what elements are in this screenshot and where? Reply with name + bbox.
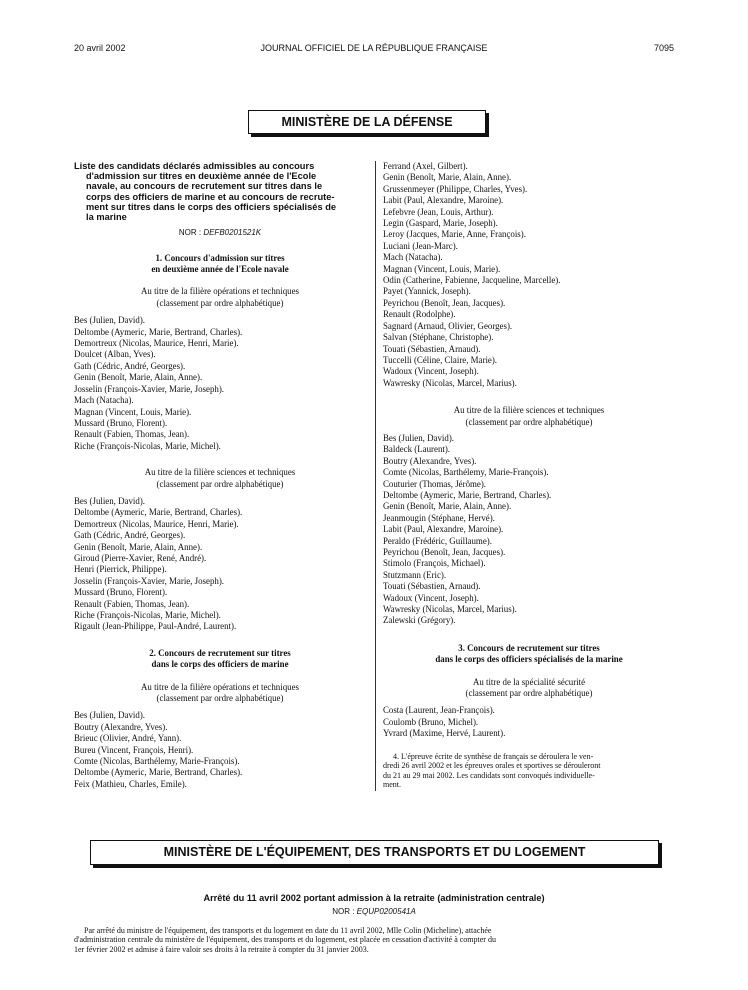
candidate-name: Renault (Fabien, Thomas, Jean). [74,429,190,440]
candidate-name: Bes (Julien, David). [383,432,454,443]
candidate-name: Baldeck (Laurent). [383,444,451,455]
candidate-name: Demortreux (Nicolas, Maurice, Henri, Marie). [74,518,239,529]
candidate-name: Genin (Benoît, Marie, Alain, Anne). [383,501,512,512]
ministry-defense-title: MINISTÈRE DE LA DÉFENSE [281,115,453,129]
candidate-name: Deltombe (Aymeric, Marie, Bertrand, Charles). [74,507,243,518]
candidate-name: Bes (Julien, David). [74,315,145,326]
doc2-nor: NOR : EQUP0200541A [332,907,416,916]
candidate-name: Deltombe (Aymeric, Marie, Bertrand, Charles). [74,767,243,778]
candidate-name: Boutry (Alexandre, Yves). [383,455,477,466]
candidate-name: Gath (Cédric, André, Georges). [74,360,186,371]
section-2b-subtitle: Au titre de la filière sciences et techniques (classement par ordre alphabétique) [453,405,605,427]
candidate-name: Sagnard (Arnaud, Olivier, Georges). [383,320,513,331]
candidate-name: Mach (Natacha). [74,395,134,406]
candidate-name: Coulomb (Bruno, Michel). [383,716,479,727]
candidate-name: Comte (Nicolas, Barthélemy, Marie-François). [74,756,240,767]
journal-title: JOURNAL OFFICIEL DE LA RÉPUBLIQUE FRANÇAISE [260,43,488,53]
section-2b-list [383,433,675,627]
candidate-name: Gath (Cédric, André, Georges). [74,530,186,541]
candidate-name: Labit (Paul, Alexandre, Maroine). [383,524,504,535]
candidate-name: Touati (Sébastien, Arnaud). [383,343,481,354]
candidate-name: Rigault (Jean-Philippe, Paul-André, Laurent). [74,621,237,632]
candidate-name: Bureu (Vincent, François, Henri). [74,744,194,755]
ministry-defense-box [248,110,486,134]
candidate-name: Salvan (Stéphane, Christophe). [383,332,494,343]
candidate-name: Mussard (Bruno, Florent). [74,587,168,598]
candidate-name: Luciani (Jean-Marc). [383,240,458,251]
section-4-paragraph: 4. L'épreuve écrite de synthèse de français se déroulera le ven- dredi 26 avril 2002 et les épreuves orales et sportives se dérouleront du 21 au 29 mai 2002. Les candidats sont convoqués individuelle- ment. [383,751,601,789]
ministry-equipment-title: MINISTÈRE DE L'ÉQUIPEMENT, DES TRANSPORTS ET DU LOGEMENT [163,845,586,859]
candidate-name: Couturier (Thomas, Jérôme). [383,478,487,489]
candidate-name: Wadoux (Vincent, Joseph). [383,366,479,377]
section-1a-subtitle: Au titre de la filière opérations et techniques (classement par ordre alphabétique) [141,286,299,308]
candidate-name: Bes (Julien, David). [74,495,145,506]
candidate-name: Josselin (François-Xavier, Marie, Joseph). [74,383,224,394]
ministry-equipment-box [90,840,659,865]
section-2a-list-continued [383,161,675,389]
candidate-name: Giroud (Pierre-Xavier, René, André). [74,552,207,563]
doc2-body: Par arrêté du ministre de l'équipement, des transports et du logement en date du 11 avril 2002, Mlle Colin (Micheline), attachée d'administration centrale du ministère de l'équipement, des transports et du logement, est placée en cessation d'activité à compter du 1er février 2002 et admise à faire valoir ses droits à la retraite à compter du 31 janvier 2003. [74,926,496,954]
candidate-name: Labit (Paul, Alexandre, Maroine). [383,195,504,206]
candidate-name: Peyrichou (Benoît, Jean, Jacques). [383,547,506,557]
section-1b-subtitle: Au titre de la filière sciences et techniques (classement par ordre alphabétique) [144,467,296,489]
candidate-name: Legin (Gaspard, Marie, Joseph). [383,218,498,229]
candidate-name: Peraldo (Frédéric, Guillaume). [383,535,492,546]
candidate-name: Doulcet (Alban, Yves). [74,349,156,360]
candidate-name: Feix (Mathieu, Charles, Emile). [74,778,187,789]
header-date: 20 avril 2002 [74,43,126,53]
doc1-nor: NOR : DEFB0201521K [178,228,262,238]
candidate-name: Stimolo (François, Michael). [383,558,486,569]
candidate-name: Genin (Benoît, Marie, Alain, Anne). [383,172,512,183]
candidate-name: Tuccelli (Céline, Claire, Marie). [383,354,498,365]
candidate-name: Renault (Fabien, Thomas, Jean). [74,598,190,609]
candidate-name: Boutry (Alexandre, Yves). [74,721,168,732]
candidate-name: Ferrand (Axel, Gilbert). [383,161,468,171]
candidate-name: Demortreux (Nicolas, Maurice, Henri, Marie). [74,338,239,349]
candidate-name: Magnan (Vincent, Louis, Marie). [383,263,501,274]
section-2a-subtitle: Au titre de la filière opérations et techniques (classement par ordre alphabétique) [141,681,299,704]
candidate-name: Renault (Rodolphe). [383,309,456,320]
candidate-name: Josselin (François-Xavier, Marie, Joseph). [74,575,224,586]
candidate-name: Payet (Yannick, Joseph). [383,286,471,297]
candidate-name: Jeanmougin (Stéphane, Hervé). [383,512,495,523]
candidate-name: Henri (Pierrick, Philippe). [74,564,167,575]
right-column [383,161,675,789]
candidate-name: Riche (François-Nicolas, Marie, Michel). [74,440,221,451]
candidate-name: Lefebvre (Jean, Louis, Arthur). [383,206,494,217]
candidate-name: Mussard (Bruno, Florent). [74,417,168,428]
section-2-title: 2. Concours de recrutement sur titres dans le corps des officiers de marine [149,647,291,670]
candidate-name: Stutzmann (Eric). [383,569,447,580]
section-1b-list [74,496,366,633]
candidate-name: Odin (Catherine, Fabienne, Jacqueline, Marcelle). [383,275,561,286]
candidate-name: Genin (Benoît, Marie, Alain, Anne). [74,541,203,552]
candidate-name: Genin (Benoît, Marie, Alain, Anne). [74,372,203,383]
candidate-name: Wadoux (Vincent, Joseph). [383,592,479,603]
candidate-name: Bes (Julien, David). [74,710,145,721]
doc2-title: Arrêté du 11 avril 2002 portant admission à la retraite (administration centrale) [203,893,545,903]
section-2a-list [74,710,366,790]
candidate-name: Wawresky (Nicolas, Marcel, Marius). [383,377,517,388]
candidate-name: Mach (Natacha). [383,252,443,263]
left-column [74,161,366,790]
candidate-name: Yvrard (Maxime, Hervé, Laurent). [383,728,506,739]
section-1-title: 1. Concours d'admission sur titres en deuxième année de l'Ecole navale [151,252,289,275]
candidate-name: Comte (Nicolas, Barthélemy, Marie-François). [383,467,549,478]
page-number: 7095 [653,43,674,53]
candidate-name: Leroy (Jacques, Marie, Anne, François). [383,229,526,240]
candidate-name: Riche (François-Nicolas, Marie, Michel). [74,610,221,620]
candidate-name: Deltombe (Aymeric, Marie, Bertrand, Charles). [74,326,243,337]
section-1a-list [74,315,366,452]
candidate-name: Magnan (Vincent, Louis, Marie). [74,406,192,417]
section-3-subtitle: Au titre de la spécialité sécurité (classement par ordre alphabétique) [465,676,593,699]
doc1-title: Liste des candidats déclarés admissibles au concours d'admission sur titres en deuxième année de l'Ecole navale, au concours de recrutement sur titres dans le corps des officiers de marine et au concours de recrute- ment sur titres dans le corps des officiers spécialisés de la marine [74,161,337,223]
candidate-name: Peyrichou (Benoît, Jean, Jacques). [383,297,506,308]
section-3-list [383,705,675,739]
candidate-name: Touati (Sébastien, Arnaud). [383,581,481,592]
candidate-name: Brieuc (Olivier, André, Yann). [74,733,182,744]
candidate-name: Deltombe (Aymeric, Marie, Bertrand, Charles). [383,489,552,500]
column-divider [375,161,376,791]
candidate-name: Wawresky (Nicolas, Marcel, Marius). [383,604,517,615]
candidate-name: Zalewski (Grégory). [383,615,456,626]
candidate-name: Costa (Laurent, Jean-François). [383,705,495,716]
section-3-title: 3. Concours de recrutement sur titres dans le corps des officiers spécialisés de la marine [435,642,623,665]
candidate-name: Grussenmeyer (Philippe, Charles, Yves). [383,183,528,194]
